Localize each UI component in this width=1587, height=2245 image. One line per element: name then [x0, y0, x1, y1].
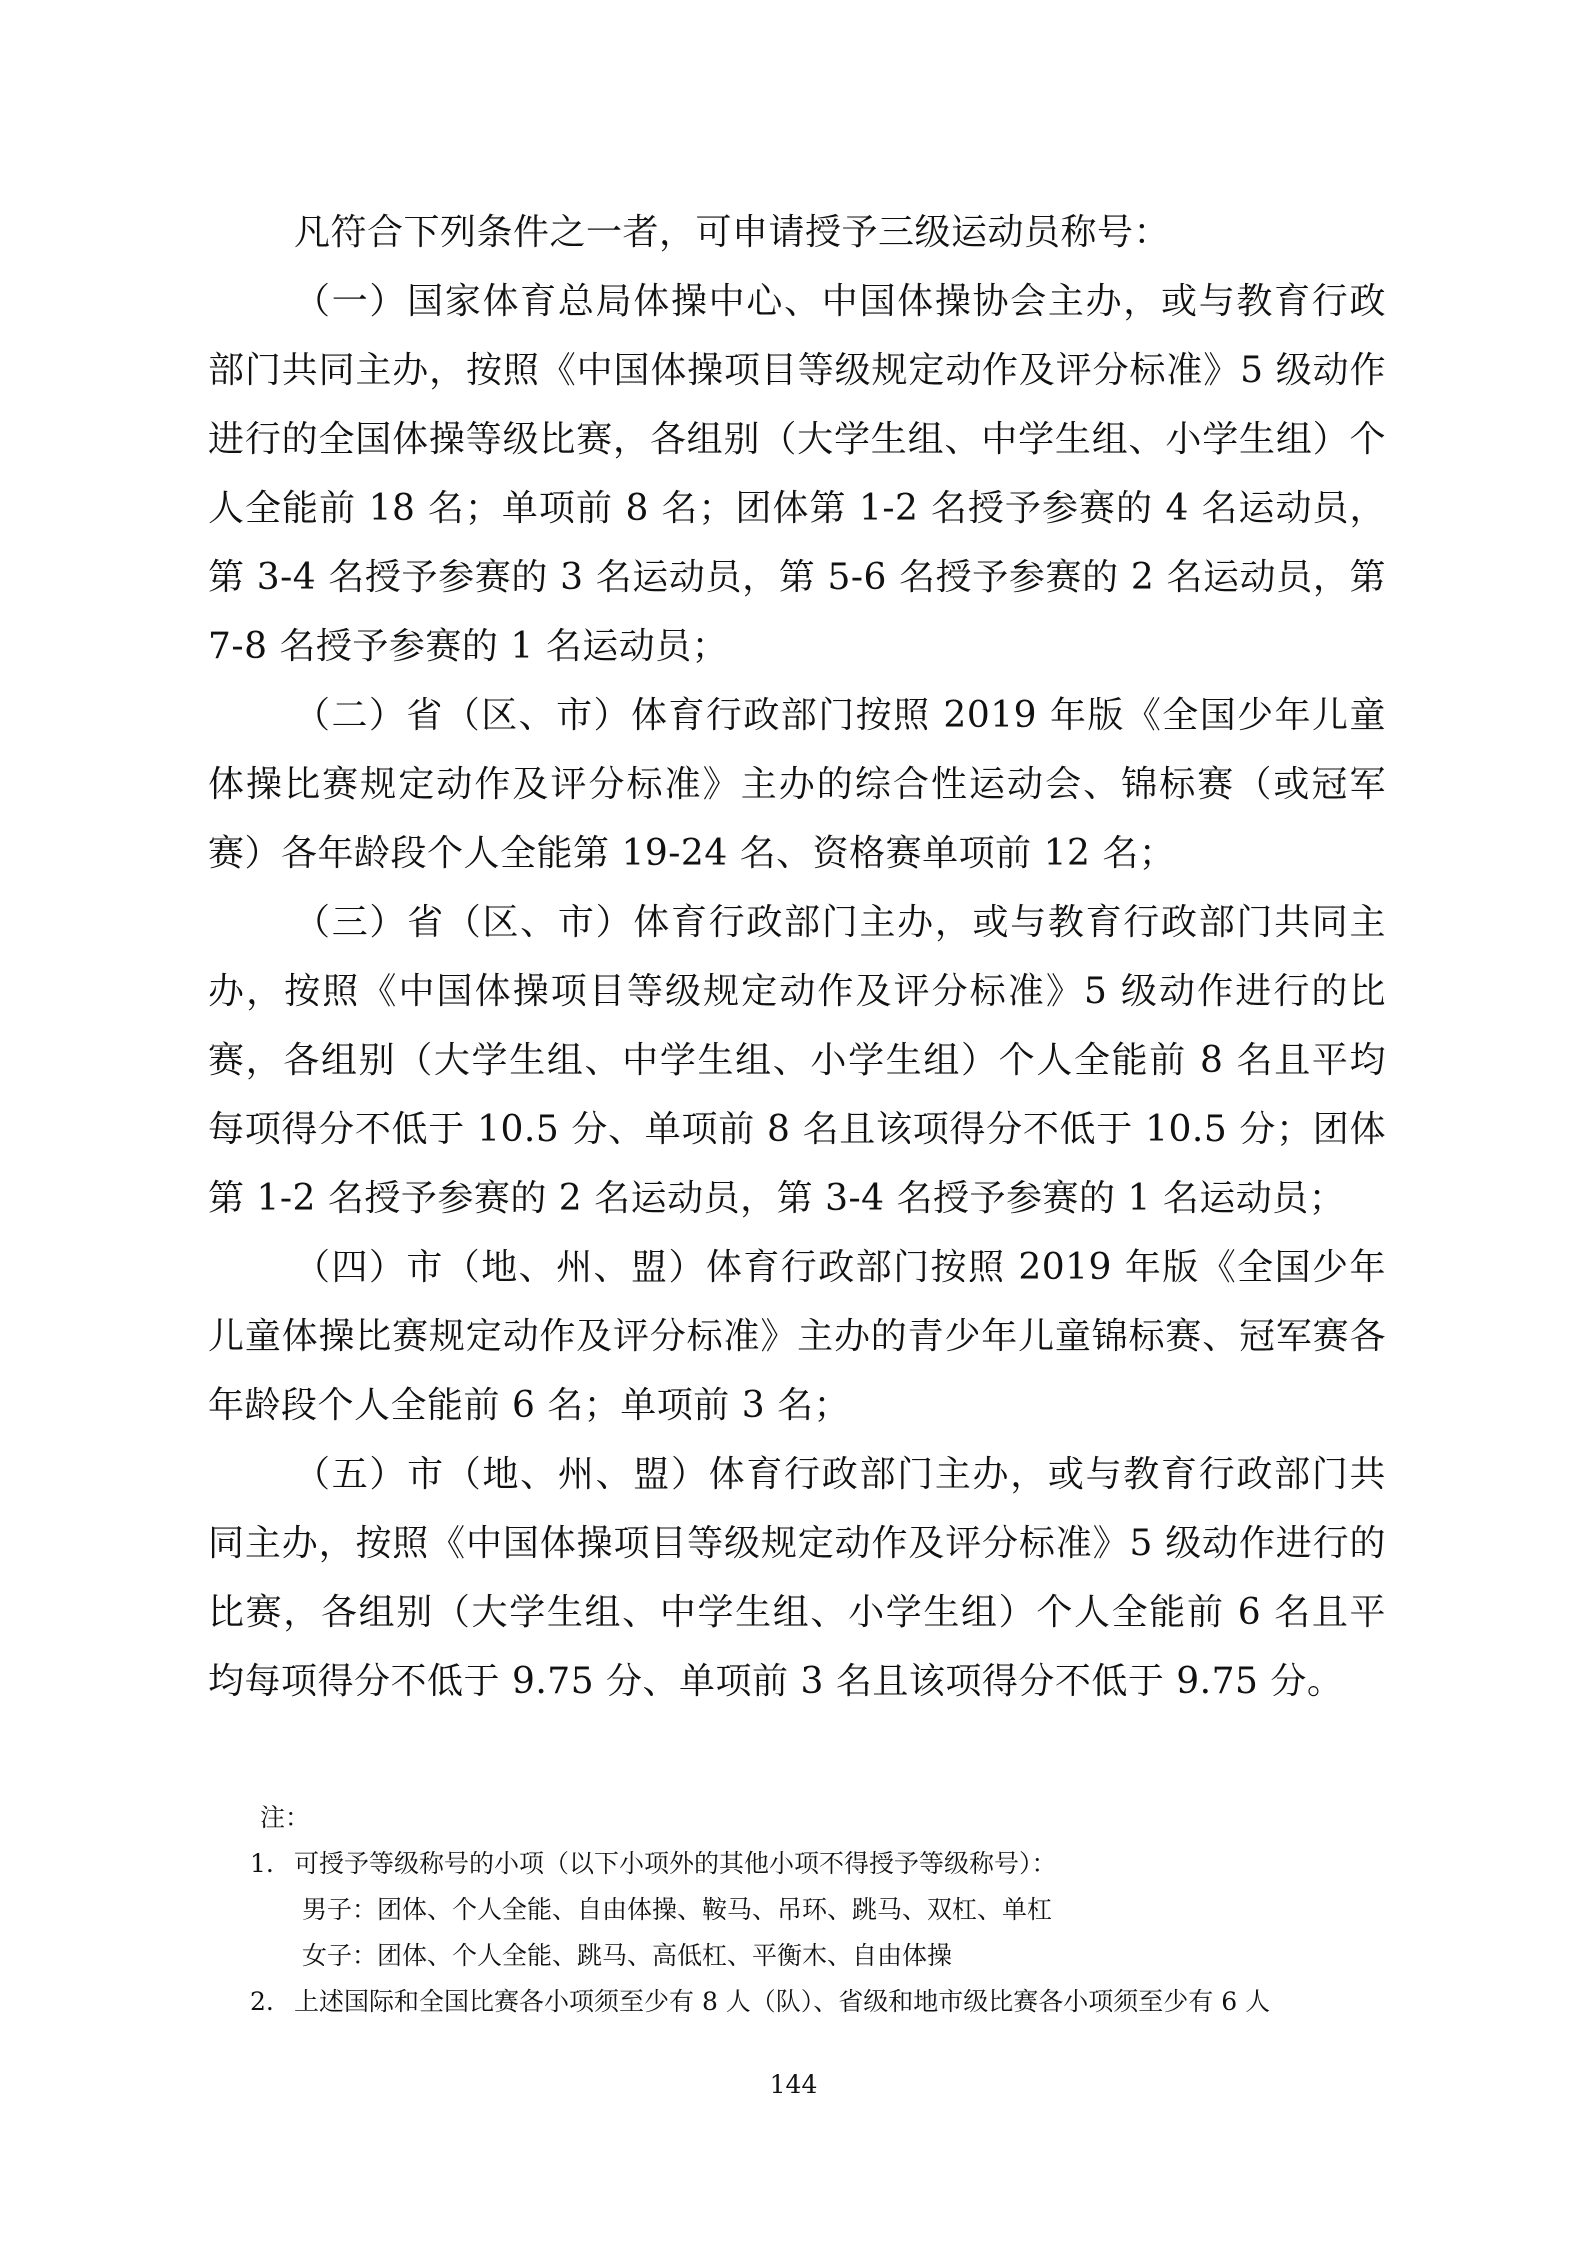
condition-paragraph-3: （三）省（区、市）体育行政部门主办，或与教育行政部门共同主办，按照《中国体操项目等级规定动作及评分标准》5 级动作进行的比赛，各组别（大学生组、中学生组、小学生组）个人全能前 8 名且平均每项得分不低于 10.5 分、单项前 8 名且该项得分不低于 10.5 分；团体第 1-2 名授予参赛的 2 名运动员，第 3-4 名授予参赛的 1 名运动员；: [208, 902, 1386, 1219]
notes-heading: 注：: [260, 1803, 311, 1832]
condition-paragraph-5: （五）市（地、州、盟）体育行政部门主办，或与教育行政部门共同主办，按照《中国体操项目等级规定动作及评分标准》5 级动作进行的比赛，各组别（大学生组、中学生组、小学生组）个人全能前 6 名且平均每项得分不低于 9.75 分、单项前 3 名且该项得分不低于 9.75 分。: [208, 1454, 1386, 1702]
note-text-2: 上述国际和全国比赛各小项须至少有 8 人（队）、省级和地市级比赛各小项须至少有 6 人: [294, 1987, 1271, 2016]
note-text-1: 可授予等级称号的小项（以下小项外的其他小项不得授予等级称号）：: [294, 1849, 1057, 1878]
note-item-1: [250, 1841, 1390, 1887]
note-number-1: 1.: [250, 1849, 274, 1878]
condition-paragraph-1: （一）国家体育总局体操中心、中国体操协会主办，或与教育行政部门共同主办，按照《中国体操项目等级规定动作及评分标准》5 级动作进行的全国体操等级比赛，各组别（大学生组、中学生组、小学生组）个人全能前 18 名；单项前 8 名；团体第 1-2 名授予参赛的 4 名运动员，第 3-4 名授予参赛的 3 名运动员，第 5-6 名授予参赛的 2 名运动员，第 7-8 名授予参赛的 1 名运动员；: [208, 281, 1386, 667]
main-body: [208, 198, 1386, 1716]
condition-paragraph-4: （四）市（地、州、盟）体育行政部门按照 2019 年版《全国少年儿童体操比赛规定动作及评分标准》主办的青少年儿童锦标赛、冠军赛各年龄段个人全能前 6 名；单项前 3 名；: [208, 1247, 1386, 1426]
note-number-2: 2.: [250, 1987, 274, 2016]
page-number: 144: [769, 2070, 818, 2099]
note-female-events: 女子：团体、个人全能、跳马、高低杠、平衡木、自由体操: [302, 1941, 953, 1970]
intro-paragraph: 凡符合下列条件之一者，可申请授予三级运动员称号：: [294, 212, 1171, 253]
notes-section: [250, 1795, 1390, 2025]
note-item-2: [250, 1979, 1390, 2025]
condition-paragraph-2: （二）省（区、市）体育行政部门按照 2019 年版《全国少年儿童体操比赛规定动作及评分标准》主办的综合性运动会、锦标赛（或冠军赛）各年龄段个人全能第 19-24 名、资格赛单项前 12 名；: [208, 695, 1386, 874]
note-male-events: 男子：团体、个人全能、自由体操、鞍马、吊环、跳马、双杠、单杠: [302, 1895, 1053, 1924]
